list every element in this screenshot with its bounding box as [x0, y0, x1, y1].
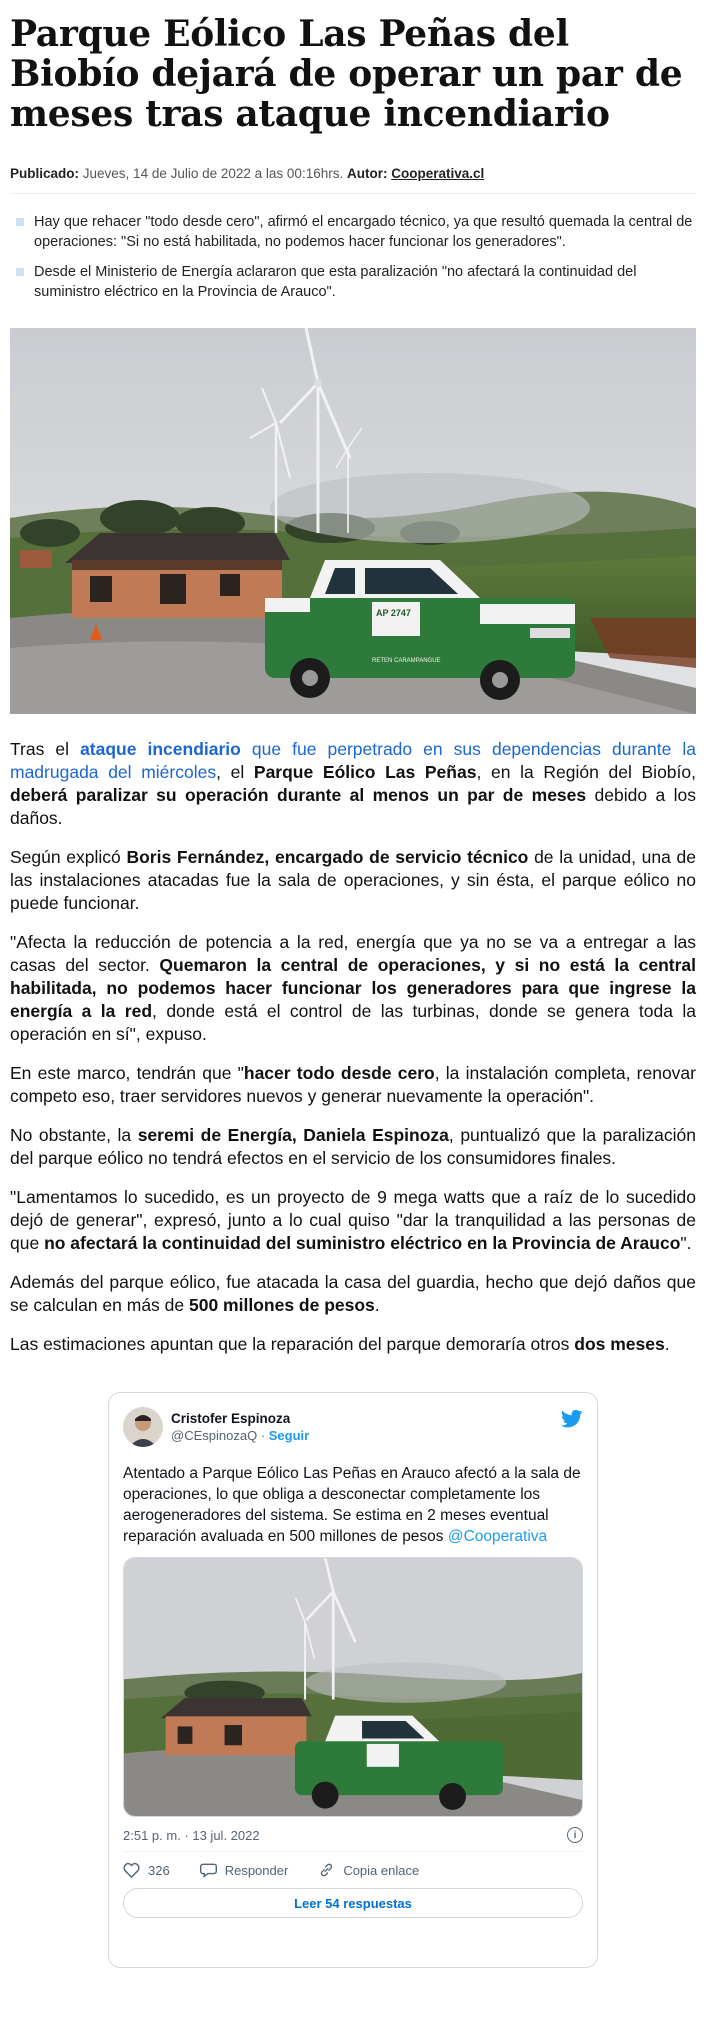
- tweet-author-handle[interactable]: @CEspinozaQ: [171, 1428, 258, 1443]
- comment-icon: [200, 1862, 217, 1878]
- tweet-mention-link[interactable]: @Cooperativa: [447, 1528, 548, 1545]
- article-body: [10, 738, 696, 1356]
- article-paragraph: Según explicó Boris Fernández, encargado de servicio técnico de la unidad, una de las instalaciones atacadas fue la sala de operaciones, y sin ésta, el parque eólico no puede funcionar.: [10, 847, 696, 913]
- article-meta: [10, 166, 696, 194]
- author-label: Autor:: [346, 166, 388, 181]
- article-paragraph: Las estimaciones apuntan que la reparación del parque demoraría otros dos meses.: [10, 1334, 670, 1354]
- article-paragraph: "Lamentamos lo sucedido, es un proyecto de 9 mega watts que a raíz de lo sucedido dejó de generar", expresó, junto a lo cual quiso "dar la tranquilidad a las personas de que no afectará la continuidad del suministro eléctrico en la Provincia de Arauco".: [10, 1187, 696, 1253]
- reply-button[interactable]: [200, 1862, 289, 1878]
- avatar[interactable]: [123, 1407, 163, 1447]
- tweet-author-name[interactable]: Cristofer Espinoza: [171, 1411, 291, 1426]
- reply-label: Responder: [224, 1862, 289, 1878]
- tweet-photo[interactable]: [123, 1557, 583, 1817]
- twitter-bird-icon[interactable]: [561, 1409, 583, 1429]
- embedded-tweet[interactable]: [108, 1392, 598, 1968]
- article-paragraph: Además del parque eólico, fue atacada la casa del guardia, hecho que dejó daños que se calculan en más de 500 millones de pesos.: [10, 1272, 696, 1315]
- copy-link-button[interactable]: [318, 1862, 419, 1878]
- tweet-text: Atentado a Parque Eólico Las Peñas en Arauco afectó a la sala de operaciones, lo que obliga a desconectar completamente los aerogeneradores del sistema. Se estima en 2 meses eventual reparación avaluada en 500 millones de pesos @Cooperativa: [123, 1465, 581, 1545]
- author-link[interactable]: Cooperativa.cl: [391, 166, 485, 181]
- tweet-header: Cristofer Espinoza @CEspinozaQ · Seguir: [123, 1405, 583, 1449]
- tweet-actions: [123, 1862, 583, 1878]
- info-icon[interactable]: i: [567, 1827, 583, 1843]
- divider: [123, 1851, 583, 1852]
- article-paragraph: En este marco, tendrán que "hacer todo desde cero, la instalación completa, renovar competo eso, traer servidores nuevos y generar nuevamente la operación".: [10, 1063, 696, 1106]
- heart-icon: [123, 1862, 140, 1878]
- follow-button[interactable]: Seguir: [268, 1428, 310, 1443]
- tweet-timestamp-row: [123, 1827, 583, 1843]
- svg-text:RETEN CARAMPANGUE: RETEN CARAMPANGUE: [372, 658, 441, 664]
- article-paragraph: Tras el ataque incendiario que fue perpetrado en sus dependencias durante la madrugada del miércoles, el Parque Eólico Las Peñas, en la Región del Biobío, deberá paralizar su operación durante al menos un par de meses debido a los daños.: [10, 739, 696, 828]
- bullet-square-icon: [16, 268, 24, 276]
- bullet-square-icon: [16, 218, 24, 226]
- summary-bullet: Desde el Ministerio de Energía aclararon que esta paralización "no afectará la continuidad del suministro eléctrico en la Provincia de Arauco".: [10, 262, 696, 302]
- read-replies-button[interactable]: Leer 54 respuestas: [123, 1888, 583, 1918]
- summary-bullet: Hay que rehacer "todo desde cero", afirmó el encargado técnico, ya que resultó quemada la central de operaciones: "Si no está habilitada, no podemos hacer funcionar los generadores".: [10, 212, 696, 252]
- summary-bullets: [10, 212, 696, 302]
- tweet-timestamp[interactable]: 2:51 p. m. · 13 jul. 2022: [123, 1827, 260, 1843]
- copy-link-label: Copia enlace: [343, 1862, 420, 1878]
- article-paragraph: No obstante, la seremi de Energía, Daniela Espinoza, puntualizó que la paralización del parque eólico no tendrá efectos en el servicio de los consumidores finales.: [10, 1125, 697, 1168]
- svg-text:AP 2747: AP 2747: [376, 608, 411, 618]
- hero-photo[interactable]: [10, 328, 696, 714]
- like-count: 326: [148, 1862, 170, 1878]
- like-button[interactable]: [123, 1862, 170, 1878]
- article-headline: Parque Eólico Las Peñas del Biobío dejará de operar un par de meses tras ataque incendiario: [10, 13, 683, 135]
- article-link-ataque[interactable]: ataque incendiario que fue perpetrado en sus dependencias durante la madrugada del miércoles: [10, 739, 696, 782]
- link-icon: [318, 1862, 335, 1878]
- published-date: Jueves, 14 de Julio de 2022 a las 00:16hrs.: [82, 166, 344, 181]
- published-label: Publicado:: [10, 166, 80, 181]
- article-paragraph: "Afecta la reducción de potencia a la red, energía que ya no se va a entregar a las casas del sector. Quemaron la central de operaciones, y si no está la central habilitada, no podemos hacer funcionar los generadores para que ingrese la energía a la red, donde está el control de las turbinas, donde se genera toda la operación en sí", expuso.: [10, 932, 696, 1044]
